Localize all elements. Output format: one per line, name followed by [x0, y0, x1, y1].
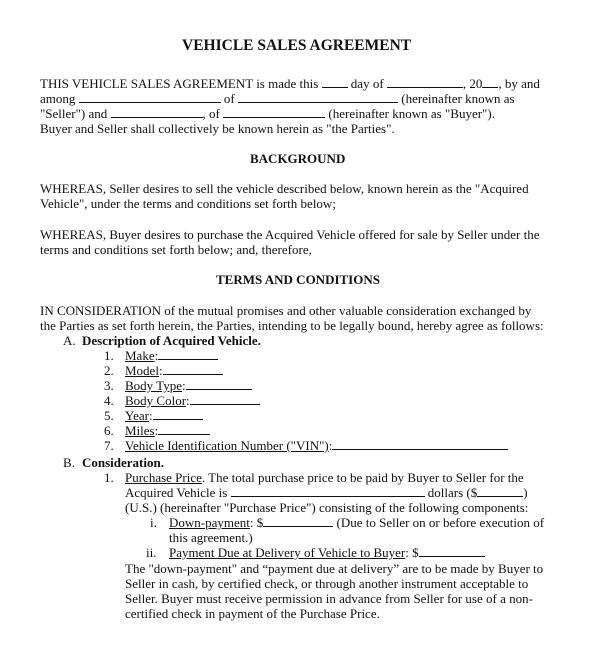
body-color-field: Body Color:: [125, 393, 260, 408]
terms-heading: TERMS AND CONDITIONS: [216, 272, 380, 287]
item-num: 3.: [104, 378, 114, 393]
miles-field: Miles:: [125, 423, 210, 438]
item-num: 7.: [104, 438, 114, 453]
whereas-2-line-2: terms and conditions set forth below; and, therefore,: [40, 242, 312, 257]
day-blank[interactable]: [322, 76, 348, 88]
this-agreement-line: this agreement.): [169, 530, 253, 545]
hereinafter-buyer-text: (hereinafter known as "Buyer").: [328, 106, 495, 121]
section-a-letter: A.: [63, 333, 76, 348]
whereas-2-line-1: WHEREAS, Buyer desires to purchase the Acquired Vehicle offered for sale by Seller under the: [40, 227, 540, 242]
down-due-text: (Due to Seller on or before execution of: [336, 515, 545, 530]
dollars-text: dollars ($: [427, 485, 478, 500]
month-blank[interactable]: [387, 76, 463, 88]
body-type-field: Body Type:: [125, 378, 252, 393]
purchase-price-line-2: [125, 485, 528, 500]
down-payment-label: Down-payment: [169, 515, 250, 530]
subitem-ii-num: ii.: [146, 545, 157, 560]
make-blank[interactable]: [158, 348, 218, 360]
body-color-blank[interactable]: [190, 393, 260, 405]
price-words-blank[interactable]: [231, 485, 425, 497]
vin-field: Vehicle Identification Number ("VIN"):: [125, 438, 508, 453]
background-heading: BACKGROUND: [250, 151, 346, 166]
section-b-letter: B.: [63, 455, 75, 470]
down-colon-text: : $: [249, 515, 264, 530]
item-num: 6.: [104, 423, 114, 438]
buyer-name-blank[interactable]: [111, 106, 203, 118]
of-text: of: [223, 91, 235, 106]
payment-due-blank[interactable]: [419, 545, 485, 557]
seller-and-text: "Seller") and: [40, 106, 108, 121]
note-line-3: Seller. Buyer must receive permission in advance from Seller for use of a non-: [125, 591, 533, 606]
seller-address-blank[interactable]: [238, 91, 398, 103]
buyer-address-blank[interactable]: [223, 106, 325, 118]
note-line-4: certified check in payment of the Purchase Price.: [125, 606, 380, 621]
of2-text: , of: [202, 106, 220, 121]
vin-label: Vehicle Identification Number ("VIN"): [125, 438, 329, 453]
down-payment-blank[interactable]: [263, 515, 333, 527]
close-paren-text: ): [523, 485, 528, 500]
parties-line: Buyer and Seller shall collectively be known herein as "the Parties".: [40, 121, 395, 136]
section-a-heading: Description of Acquired Vehicle.: [82, 333, 261, 348]
day-of-text: day of: [350, 76, 384, 91]
make-field: Make:: [125, 348, 218, 363]
purchase-price-line-3: (U.S.) (hereinafter "Purchase Price") consisting of the following components:: [125, 500, 529, 515]
among-text: among: [40, 91, 76, 106]
down-payment-line: [169, 515, 544, 530]
item-num: 1.: [104, 348, 114, 363]
vehicle-year-blank[interactable]: [153, 408, 203, 420]
model-label: Model: [125, 363, 159, 378]
body-color-label: Body Color: [125, 393, 187, 408]
intro-line-3: [40, 106, 495, 121]
hereinafter-text: (hereinafter known as: [401, 91, 515, 106]
item-num: 5.: [104, 408, 114, 423]
model-field: Model:: [125, 363, 223, 378]
whereas-1-line-1: WHEREAS, Seller desires to sell the vehicle described below, known herein as the "Acquired: [40, 181, 529, 196]
page-title: VEHICLE SALES AGREEMENT: [182, 37, 412, 54]
body-type-blank[interactable]: [186, 378, 252, 390]
year-field: Year:: [125, 408, 203, 423]
consideration-line-2: the Parties as set forth herein, the Parties, intending to be legally bound, hereby agree as follows:: [40, 318, 544, 333]
by-and-text: , by and: [498, 76, 540, 91]
year-blank[interactable]: [482, 76, 498, 88]
section-b-heading: Consideration.: [82, 455, 164, 470]
purchase-price-text: . The total purchase price to be paid by Buyer to Seller for the: [201, 470, 524, 485]
note-line-1: The "down-payment" and “payment due at delivery” are to be made by Buyer to: [125, 561, 544, 576]
purchase-price-line-1: [125, 470, 524, 485]
intro-line-2: [40, 91, 515, 106]
purchase-price-label: Purchase Price: [125, 470, 202, 485]
make-label: Make: [125, 348, 155, 363]
model-blank[interactable]: [163, 363, 223, 375]
intro-line-1: [40, 76, 540, 91]
consideration-line-1: IN CONSIDERATION of the mutual promises and other valuable consideration exchanged by: [40, 303, 532, 318]
acquired-vehicle-text: Acquired Vehicle is: [125, 485, 228, 500]
item-num: 4.: [104, 393, 114, 408]
item-num: 1.: [104, 470, 114, 485]
intro-text: THIS VEHICLE SALES AGREEMENT is made this: [40, 76, 319, 91]
pd-colon-text: : $: [405, 545, 419, 560]
miles-label: Miles: [125, 423, 155, 438]
price-amount-blank[interactable]: [477, 485, 523, 497]
payment-due-line: [169, 545, 485, 560]
item-num: 2.: [104, 363, 114, 378]
seller-name-blank[interactable]: [79, 91, 221, 103]
body-type-label: Body Type: [125, 378, 182, 393]
miles-blank[interactable]: [158, 423, 210, 435]
whereas-1-line-2: Vehicle", under the terms and conditions set forth below;: [40, 196, 336, 211]
subitem-i-num: i.: [150, 515, 157, 530]
vin-blank[interactable]: [332, 438, 508, 450]
year-prefix-text: , 20: [462, 76, 483, 91]
note-line-2: Seller in cash, by certified check, or through another instrument acceptable to: [125, 576, 529, 591]
payment-due-label: Payment Due at Delivery of Vehicle to Buyer: [169, 545, 406, 560]
year-label: Year: [125, 408, 149, 423]
